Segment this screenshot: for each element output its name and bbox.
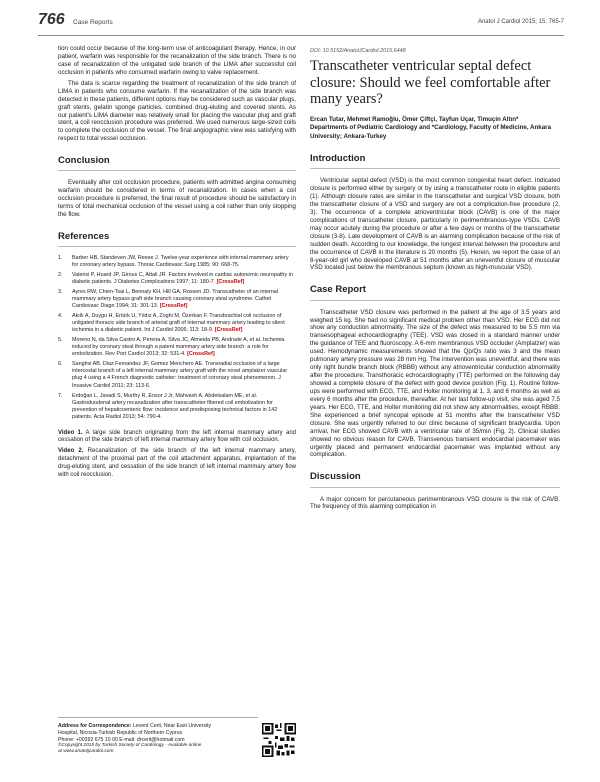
case-report-text: Transcatheter VSD closure was performed in the patient at the age of 3.5 years and weighed 15 kg. She had no significant medical problem other than VSD. Her ECG did not show any conduction abnormality. The size of the defect was measured to be 5.5 mm via transesophageal echocardiography (TEE). VSD was closed in a standard manner under the guidance of TEE and fluoroscopy. A 6-mm membranous VSD occluder (Amplatzer) was used. Hemodynamic measurements showed that the Qp/Qs ratio was 3 and the mean pulmonary artery pressure was 28 mm Hg. The intervention was uneventful, and there was only right bundle branch block (RBBB) without any atrioventricular conduction abnormality after the procedure. Transthoracic echocardiography (TTE) performed on the following day showed a complete closure of the defect with good device position (Fig. 1). Routine follow-ups were performed with ECG, TTE, and Holter monitoring at 1, 3, and 6 months as well as every 6 months after the procedure, thereafter. At her last follow-up visit, she was aged 7.5 years. Her ECG, TTE, and Holter monitoring did not show any abnormalities, except RBBB. She experienced a brief syncopal episode at 51 months after the transcatheter VSD closure. She was urgently referred to our clinic because of significant bradycardia. Upon arrival, her ECG showed CAVB with a ventricular rate of 35/min (Fig. 2). Clinical studies showed no obvious reason for CAVB. Transvenous transient endocardial pacemaker was urgently placed and permanent endocardial pacemaker was implanted without any complication. — [310, 308, 560, 459]
reference-item: 7. Erdoğan L, Javadi S, Murthy R, Ensor J Jr, Mahvash A, Abdelsalam ME, et al. Gastroduodenal artery recanalization after transcatheter fibered coil embolization for prevention of hepaticoenteric flow: incidence and predisposing technical factors in 142 patients. Acta Radiol 2013; 54: 790-4. — [58, 392, 278, 420]
introduction-text: Ventricular septal defect (VSD) is the most common congenital heart defect. Indicated closure is performed either by surgery or by using a transcatheter route in eligible patients (1). Although closure rates are similar in the transcatheter and surgical VSD closure, both the transcatheter closure of a VSD and surgery are not a complication-free procedure (2, 3). The occurrence of a complete atrioventricular block (CAVB) is one of the major complications of transcatheter closure, particularly in perimembranous-type VSDs. CAVB may occur acutely during the procedure or after a few days or months of the transcatheter closure (3-8). Late development of CAVB is an alarming complication because of the risk of sudden death. According to our knowledge, the longest interval between the procedure and the occurrence of CAVB in the literature is 20 months (5). Herein, we report the case of an 8-year-old girl who developed CAVB at 51 months after an uneventful closure of muscular VSD located just below the membranous septum (known as high-muscular VSD). — [310, 177, 560, 272]
page-header — [38, 11, 564, 36]
discussion-paragraph: The data is scarce regarding the treatment of recanalization of the side branch of LIMA in patients who consume warfarin. If the recanalization of the side branch was detected in these patients, different options may be considered such as vascular plugs, graft stents, gelatin sponge particles, combined drug-eluting and covered stents. As our patient's LIMA diameter was relatively small for placing the vascular plug and graft stent, a coil reocclusion procedure was preferred. We used numerous large-sized coils to complete the occlusion of the vessel. The final angiographic view was satisfying with respect to total vessel occlusion. — [58, 79, 296, 143]
article-title: Transcatheter ventricular septal defect closure: Should we feel comfortable after many years? — [310, 57, 551, 108]
page-number: 766 — [38, 11, 65, 28]
crossref-link[interactable]: [CrossRef] — [187, 351, 215, 358]
conclusion-text: Eventually after coil occlusion procedure, patients with admitted angina consuming warfarin should be considered in terms of recanalization. In cases when a coil occlusion procedure is preferred, the final result of procedure should be satisfactory in terms of total mechanical occlusion of the vessel using a coil rather than only stopping the flow. — [58, 179, 296, 219]
reference-item: 4. Akıllı A, Duygu H, Ertürk U, Yıldız A, Zoghi M, Özerkan F. Transbrachial coil occlusion of unligated thoracic side branch of arterial graft of internal mammary artery leading to silent ischemia in a diabetic patient. Int J Cardiol 2006; 113: 18-9. [CrossRef] — [58, 313, 285, 334]
reference-item: 2. Valensi P, Huard JP, Giroux C, Attali JR. Factors involved in cardiac autonomic neuropathy in diabetic patients. J Diabetes Complications 1997; 11: 180-7. [CrossRef] — [58, 272, 293, 286]
section-label: Case Reports — [73, 19, 113, 26]
continued-paragraph: tion could occur because of the long-term use of anticoagulant therapy. Hence, in our patient, warfarin was responsible for the recanalization of the side branch. There is no case of recanalization of the unligated side branch of the LIMA after successful coil occlusion in patients who consumed warfarin owing to valve replacement. — [58, 45, 296, 76]
reference-item: 5. Moreno N, da Silva Castro A, Pereira A, Silva JC, Almeida PB, Andrade A, et al. Ischemia induced by coronary steal through a patent mammary artery side branch: a role for embolization. Rev Port Cardiol 2013; 32: 531-4. [CrossRef] — [58, 337, 285, 358]
video-1-caption: Video 1. A large side branch originating from the left internal mammary artery and cessation of the side branch of left internal mammary artery flow with coil occlusion. — [58, 429, 296, 444]
discussion-heading: Discussion — [310, 471, 560, 487]
crossref-link[interactable]: [CrossRef] — [159, 303, 188, 310]
crossref-link[interactable]: [CrossRef] — [216, 279, 245, 286]
references-heading: References — [58, 231, 296, 247]
article-doi: DOI: 10.5152/AnatolJCardiol.2015.6448 — [310, 48, 406, 54]
reference-item: 6. Sanghvi AB, Diaz Fernandez JF, Gomez Menchero AE. Transradial occlusion of a large intercostal branch of a left internal mammary artery graft with the novel amplatzer vascular plug 4 using a 4 French diagnostic catheter: treatment of coronary steal phenomenon. J Invasive Cardiol 2011; 23: 113-6. — [58, 361, 288, 389]
video-2-caption: Video 2. Recanalization of the side branch of the left internal mammary artery, detachment of the proximal part of the coil attachment apparatus, implantation of the drug-eluting stent, and cessation of the side branch of left internal mammary artery flow with coil reocclusion. — [58, 448, 296, 478]
discussion-text: A major concern for percutaneous perimembranous VSD closure is the risk of CAVB. The frequency of this alarming complication in — [310, 495, 560, 511]
introduction-heading: Introduction — [310, 153, 560, 169]
journal-citation: Anatol J Cardiol 2015; 15: 765-7 — [477, 19, 564, 25]
crossref-link[interactable]: [CrossRef] — [214, 327, 243, 334]
reference-item: 1. Barber HB, Standeven JW, Reese J. Twelve-year experience with internal mammary artery for coronary artery bypass. Thorac Cardiovasc Surg 1985; 90: 668-75. — [58, 255, 289, 269]
case-report-heading: Case Report — [310, 284, 560, 300]
article-authors: Ercan Tutar, Mehmet Ramoğlu, Ömer Çiftçi, Tayfun Uçar, Timuçin Altın* Departments of Pediatric Cardiology and *Cardiology, Faculty of Medicine, Ankara University; Ankara-Turkey — [310, 115, 552, 140]
conclusion-heading: Conclusion — [58, 155, 296, 171]
right-column — [310, 45, 560, 514]
references-list — [58, 255, 296, 420]
reference-item: 3. Ayres RW, Chien-Tsai L, Bennaly KH, Hill GA, Rossen JD. Transcatheter of an internal mammary artery bypass graft side branch causing coronary steal syndrome. Cathet Cardiovasc Diagn 1994; 31: 301-13. [CrossRef] — [58, 289, 278, 310]
left-column — [58, 45, 296, 482]
correspondence-address: Address for Correspondence: Levent Cerit, Near East University Hospital, Nicosia-Turkish Republic of Northern Cyprus Phone: +00392 675 10 00 E-mail: drcerit@hotmail.com ©Copyright 2015 by Turkish Society of Cardiology - Available online at www.anatoljcardiol.com — [58, 717, 258, 756]
qr-code-icon — [262, 723, 296, 757]
